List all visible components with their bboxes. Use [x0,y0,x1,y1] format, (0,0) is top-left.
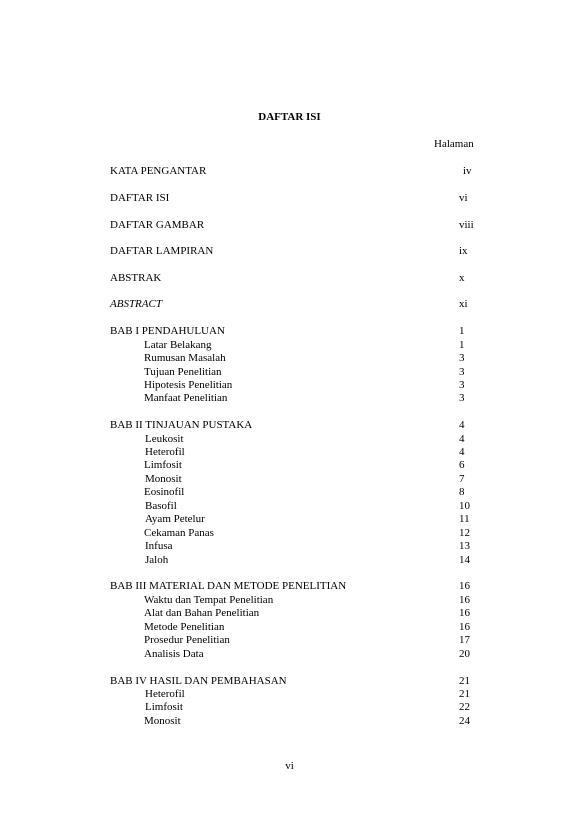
section-entry [0,365,579,379]
section-entry [0,351,579,365]
section-entry [0,432,579,446]
chapter-page: 21 [459,675,470,687]
chapter-label: BAB II TINJAUAN PUSTAKA [110,419,253,431]
chapter-page: 1 [459,325,465,337]
page-number: vi [285,760,294,772]
section-entry [0,553,579,567]
toc-entry-page: xi [459,298,468,310]
toc-entry-page: viii [459,219,474,231]
toc-entry [0,164,579,178]
chapter-label: BAB I PENDAHULUAN [110,325,225,337]
section-page: 3 [459,366,465,378]
section-entry [0,700,579,714]
section-page: 3 [459,352,465,364]
section-label: Waktu dan Tempat Penelitian [144,594,274,606]
toc-entry [0,244,579,258]
toc-entry-page: iv [463,165,472,177]
section-entry [0,593,579,607]
section-entry [0,445,579,459]
toc-entry-page: ix [459,245,468,257]
chapter-page: 16 [459,580,470,592]
section-entry [0,687,579,701]
section-entry [0,499,579,513]
section-label: Latar Belakang [144,339,212,351]
section-entry [0,539,579,553]
section-entry [0,526,579,540]
section-entry [0,647,579,661]
section-page: 24 [459,715,470,727]
toc-entry-page: vi [459,192,468,204]
section-label: Hipotesis Penelitian [144,379,233,391]
section-label: Rumusan Masalah [144,352,226,364]
section-label: Heterofil [145,688,185,700]
section-entry [0,378,579,392]
section-entry [0,391,579,405]
section-page: 1 [459,339,465,351]
section-entry [0,714,579,728]
section-entry [0,633,579,647]
chapter-heading [0,579,579,593]
section-entry [0,620,579,634]
section-entry [0,606,579,620]
section-label: Prosedur Penelitian [144,634,230,646]
section-page: 11 [459,513,470,525]
section-entry [0,472,579,486]
toc-entry-label: DAFTAR ISI [110,192,170,204]
section-label: Alat dan Bahan Penelitian [144,607,260,619]
section-page: 6 [459,459,465,471]
toc-entry-label: KATA PENGANTAR [110,165,207,177]
chapter-label: BAB IV HASIL DAN PEMBAHASAN [110,675,287,687]
chapter-heading [0,674,579,688]
toc-entry [0,271,579,285]
section-label: Manfaat Penelitian [144,392,228,404]
section-entry [0,512,579,526]
section-page: 3 [459,379,465,391]
section-page: 7 [459,473,465,485]
section-page: 3 [459,392,465,404]
section-page: 20 [459,648,470,660]
section-label: Ayam Petelur [145,513,205,525]
section-page: 16 [459,594,470,606]
section-page: 16 [459,621,470,633]
section-page: 13 [459,540,470,552]
chapter-label: BAB III MATERIAL DAN METODE PENELITIAN [110,580,347,592]
document-title: DAFTAR ISI [258,111,321,123]
section-label: Cekaman Panas [144,527,214,539]
toc-entry [0,191,579,205]
section-label: Analisis Data [144,648,204,660]
section-page: 4 [459,446,465,458]
toc-entry-label: ABSTRACT [110,298,162,310]
section-entry [0,485,579,499]
section-page: 22 [459,701,470,713]
section-label: Basofil [145,500,177,512]
section-label: Limfosit [144,459,182,471]
section-page: 4 [459,433,465,445]
section-label: Monosit [145,473,182,485]
toc-entry-label: DAFTAR GAMBAR [110,219,205,231]
toc-entry-label: DAFTAR LAMPIRAN [110,245,214,257]
chapter-page: 4 [459,419,465,431]
section-page: 10 [459,500,470,512]
toc-entry [0,297,579,311]
chapter-heading [0,418,579,432]
chapter-heading [0,324,579,338]
page-column-header: Halaman [434,138,474,150]
section-page: 12 [459,527,470,539]
section-label: Heterofil [145,446,185,458]
toc-entry-page: x [459,272,465,284]
section-page: 14 [459,554,470,566]
section-label: Jaloh [145,554,169,566]
section-label: Infusa [145,540,173,552]
section-label: Limfosit [145,701,183,713]
section-label: Metode Penelitian [144,621,225,633]
section-entry [0,338,579,352]
section-page: 8 [459,486,465,498]
section-label: Eosinofil [144,486,185,498]
toc-entry-label: ABSTRAK [110,272,162,284]
section-label: Tujuan Penelitian [144,366,222,378]
section-page: 17 [459,634,470,646]
section-label: Leukosit [145,433,184,445]
section-page: 16 [459,607,470,619]
section-page: 21 [459,688,470,700]
section-label: Monosit [144,715,181,727]
section-entry [0,458,579,472]
toc-entry [0,218,579,232]
